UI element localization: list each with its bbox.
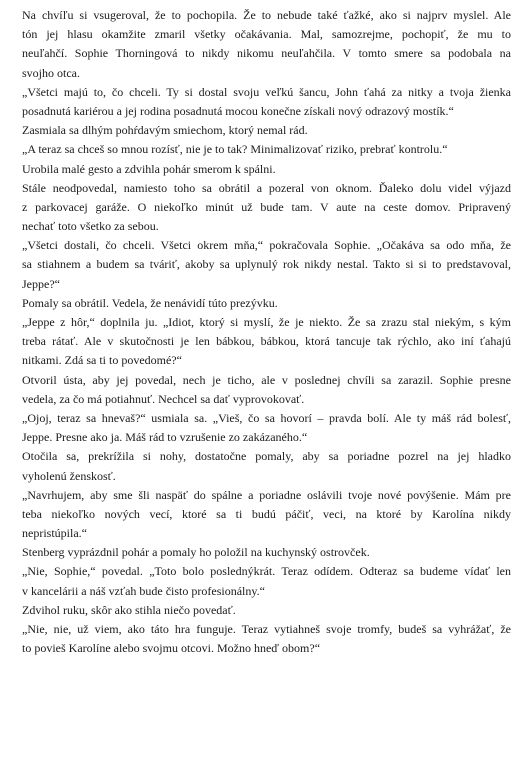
document-body bbox=[22, 6, 511, 658]
text-line: „Nie, Sophie,“ povedal. „Toto bolo poslednýkrát. Teraz odídem. Odteraz sa budeme vídať len bbox=[22, 564, 511, 579]
text-line: Na chvíľu si vsugeroval, že to pochopila. Že to nebude také ťažké, ako si najprv myslel. Ale bbox=[22, 8, 511, 22]
text-line: nechať toto všetko za sebou. bbox=[22, 219, 159, 234]
text-line: v kancelárii a náš vzťah bude čisto profesionálny.“ bbox=[22, 583, 265, 598]
text-line: svojho otca. bbox=[22, 65, 80, 80]
text-line: „Nie, nie, už viem, ako táto hra funguje. Teraz vytiahneš svoje tromfy, budeš sa vyhrážať, že bbox=[22, 622, 511, 636]
paragraph bbox=[22, 447, 511, 485]
paragraph bbox=[22, 543, 511, 562]
paragraph bbox=[22, 160, 511, 179]
text-line: tón jej hlasu okamžite zmaril všetky očakávania. Mal, samozrejme, pochopiť, že mu to bbox=[22, 27, 511, 42]
paragraph bbox=[22, 313, 511, 371]
text-line: z parkovacej garáže. O niekoľko minút už bude tam. V aute na ceste domov. Pripravený bbox=[22, 199, 511, 214]
text-line: to povieš Karolíne alebo svojmu otcovi. Možno hneď obom?“ bbox=[22, 641, 321, 656]
paragraph bbox=[22, 486, 511, 544]
text-line: nitkami. Zdá sa ti to povedomé?“ bbox=[22, 353, 182, 368]
paragraph bbox=[22, 409, 511, 447]
text-line: Jeppe?“ bbox=[22, 276, 60, 291]
text-line: „Ojoj, teraz sa hnevaš?“ usmiala sa. „Vieš, čo sa hovorí – pravda bolí. Ale ty máš rád bolesť, bbox=[22, 410, 511, 425]
text-line: treba rátať. Ale v skutočnosti je len bábkou, bábkou, ktorá tancuje tak rýchlo, ako iní ťahajú bbox=[22, 334, 511, 349]
text-line: Pomaly sa obrátil. Vedela, že nenávidí túto prezývku. bbox=[22, 295, 278, 310]
text-line: teba niekoľko nových vecí, ktoré sa ti budú páčiť, veci, na ktoré by Karolína nikdy bbox=[22, 506, 511, 521]
paragraph bbox=[22, 294, 511, 313]
text-line: „Navrhujem, aby sme šli naspäť do spálne a poriadne oslávili tvoje nové povýšenie. Mám pre bbox=[22, 487, 511, 502]
paragraph bbox=[22, 562, 511, 600]
paragraph bbox=[22, 179, 511, 237]
paragraph bbox=[22, 601, 511, 620]
text-line: „A teraz sa chceš so mnou rozísť, nie je to tak? Minimalizovať riziko, prebrať kontrolu.“ bbox=[22, 142, 448, 157]
text-line: Otočila sa, prekrížila si nohy, dostatočne pomaly, aby sa poriadne pozrel na jej hladko bbox=[22, 449, 511, 464]
paragraph bbox=[22, 140, 511, 159]
text-line: vyholenú ženskosť. bbox=[22, 468, 116, 483]
paragraph bbox=[22, 236, 511, 294]
paragraph bbox=[22, 121, 511, 140]
text-line: Zasmiala sa dlhým pohŕdavým smiechom, ktorý nemal rád. bbox=[22, 123, 308, 138]
text-line: vedela, za čo má potiahnuť. Nechcel sa dať vyprovokovať. bbox=[22, 391, 305, 406]
text-line: posadnutá kariérou a jej rodina posadnutá mocou konečne získali nový odrazový mostík.“ bbox=[22, 103, 454, 118]
text-line: Zdvihol ruku, skôr ako stihla niečo povedať. bbox=[22, 602, 236, 617]
text-line: neuľahčí. Sophie Thorningová to nikdy nikomu neuľahčila. V tomto smere sa podobala na bbox=[22, 46, 511, 61]
paragraph bbox=[22, 371, 511, 409]
text-line: „Jeppe z hôr,“ doplnila ju. „Idiot, ktorý si myslí, že je niekto. Že sa zrazu stal niekým, s kým bbox=[22, 315, 511, 329]
text-line: Stále neodpovedal, namiesto toho sa obrátil a pozeral von oknom. Ďaleko dolu videl výjazd bbox=[22, 180, 511, 195]
paragraph bbox=[22, 6, 511, 83]
text-line: Jeppe. Presne ako ja. Máš rád to vzrušenie zo zakázaného.“ bbox=[22, 430, 308, 445]
paragraph bbox=[22, 620, 511, 658]
text-line: Otvoril ústa, aby jej povedal, nech je ticho, ale v poslednej chvíli sa zarazil. Sophie presne bbox=[22, 372, 511, 387]
text-line: sa stiahnem a budem sa tváriť, akoby sa uplynulý rok nikdy nestal. Takto si si to predstavoval, bbox=[22, 257, 511, 272]
text-line: Stenberg vyprázdnil pohár a pomaly ho položil na kuchynský ostrovček. bbox=[22, 545, 370, 560]
text-line: „Všetci majú to, čo chceli. Ty si dostal svoju veľkú šancu, John ťahá za nitky a tvoja žienka bbox=[22, 84, 511, 99]
text-line: Urobila malé gesto a zdvihla pohár smerom k spálni. bbox=[22, 161, 276, 176]
paragraph bbox=[22, 83, 511, 121]
text-line: „Všetci dostali, čo chceli. Všetci okrem mňa,“ pokračovala Sophie. „Očakáva sa odo mňa, že bbox=[22, 238, 511, 253]
text-line: nepristúpila.“ bbox=[22, 526, 87, 541]
